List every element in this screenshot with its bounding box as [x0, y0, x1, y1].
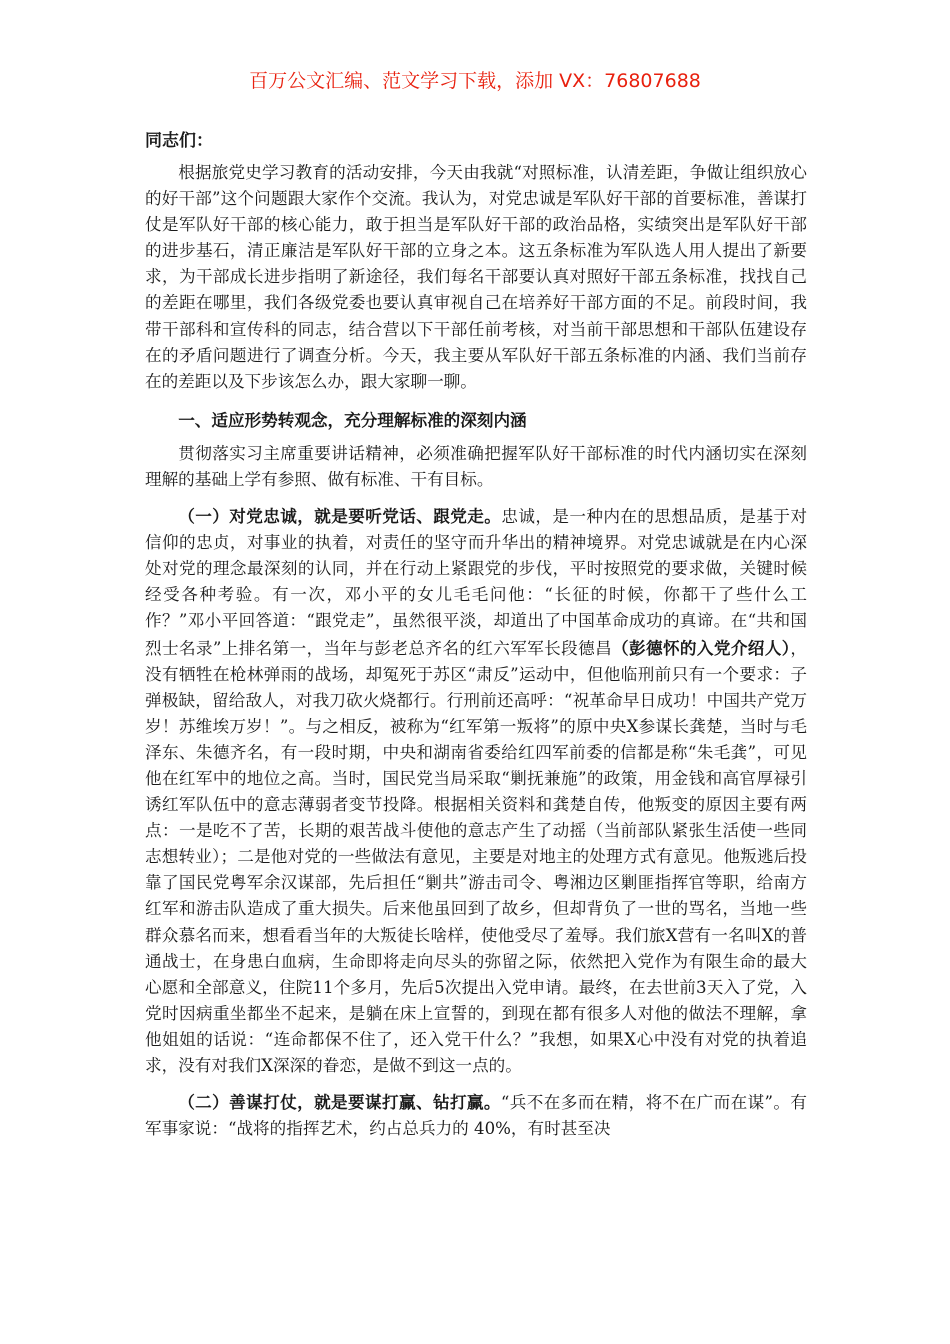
paragraph-intro: 根据旅党史学习教育的活动安排，今天由我就“对照标准，认清差距，争做让组织放心的好干部”这个问题跟大家作个交流。我认为，对党忠诚是军队好干部的首要标准，善谋打仗是军队好干部的核心能力，敢于担当是军队好干部的政治品格，实绩突出是军队好干部的进步基石，清正廉洁是军队好干部的立身之本。这五条标准为军队选人用人提出了新要求，为干部成长进步指明了新途径，我们每名干部要认真对照好干部五条标准，找找自己的差距在哪里，我们各级党委也要认真审视自己在培养好干部方面的不足。前段时间，我带干部科和宣传科的同志，结合营以下干部任前考核，对当前干部思想和干部队伍建设存在的矛盾问题进行了调查分析。今天，我主要从军队好干部五条标准的内涵、我们当前存在的差距以及下步该怎么办，跟大家聊一聊。	[145, 163, 807, 391]
bold-note: （彭德怀的入党介绍人）	[612, 637, 791, 658]
paragraph-lead-loyalty: （一）对党忠诚，就是要听党话、跟党走。	[178, 506, 502, 527]
paragraph-text-b: ，没有牺牲在枪林弹雨的战场，却冤死于苏区“肃反”运动中，但他临刑前只有一个要求：子弹极缺，留给敌人，对我刀砍火烧都行。行刑前还高呼：“祝革命早日成功！中国共产党万岁！苏维埃万岁！”。与之相反，被称为“红军第一叛将”的原中央X参谋长龚楚，当时与毛泽东、朱德齐名，有一段时期，中央和湖南省委给红四军前委的信都是称“朱毛龚”，可见他在红军中的地位之高。当时，国民党当局采取“剿抚兼施”的政策，用金钱和高官厚禄引诱红军队伍中的意志薄弱者变节投降。根据相关资料和龚楚自传，他叛变的原因主要有两点：一是吃不了苦，长期的艰苦战斗使他的意志产生了动摇（当前部队紧张生活使一些同志想转业）；二是他对党的一些做法有意见，主要是对地主的处理方式有意见。他叛逃后投靠了国民党粤军余汉谋部，先后担任“剿共”游击司令、粤湘边区剿匪指挥官等职，给南方红军和游击队造成了重大损失。后来他虽回到了故乡，但却背负了一世的骂名，当地一些群众慕名而来，想看看当年的大叛徒长啥样，使他受尽了羞辱。我们旅X营有一名叫X的普通战士，在身患白血病，生命即将走向尽头的弥留之际，依然把入党作为有限生命的最大心愿和全部意义，住院11个多月，先后5次提出入党申请。最终，在去世前3天入了党，入党时因病重坐都坐不起来，是躺在床上宣誓的，到现在都有很多人对他的做法不理解，拿他姐姐的话说：“连命都保不住了，还入党干什么？”我想，如果X心中没有对党的执着追求，没有对我们X深深的眷恋，是做不到这一点的。	[145, 638, 808, 1075]
paragraph-section-intro: 贯彻落实习主席重要讲话精神，必须准确把握军队好干部标准的时代内涵切实在深刻理解的基础上学有参照、做有标准、干有目标。	[145, 443, 807, 489]
section-heading-1: 一、适应形势转观念，充分理解标准的深刻内涵	[178, 409, 527, 430]
paragraph-text-a: 忠诚，是一种内在的思想品质，是基于对信仰的忠贞，对事业的执着，对责任的坚守而升华出的精神境界。对党忠诚就是在内心深处对党的理念最深刻的认同，并在行动上紧跟党的步伐，平时按照党的要求做，关键时候经受各种考验。有一次，邓小平的女儿毛毛问他：“长征的时候，你都干了些什么工作？”邓小平回答道：“跟党走”，虽然很平淡，却道出了中国革命成功的真谛。在“共和国烈士名录”上排名第一，当年与彭老总齐名的红六军军长段德昌	[145, 507, 808, 658]
paragraph-text-warfare: “兵不在多而在精，将不在广而在谋”。有军事家说：“战将的指挥艺术，约占总兵力的 40%，有时甚至决	[145, 1093, 808, 1139]
header-banner: 百万公文汇编、范文学习下载，添加 VX：76807688	[249, 70, 701, 92]
document-body	[145, 126, 807, 1142]
paragraph-warfare	[145, 1089, 807, 1142]
paragraph-loyalty	[145, 503, 807, 1079]
paragraph-lead-warfare: （二）善谋打仗，就是要谋打赢、钻打赢。	[178, 1092, 501, 1113]
greeting: 同志们：	[145, 131, 213, 151]
